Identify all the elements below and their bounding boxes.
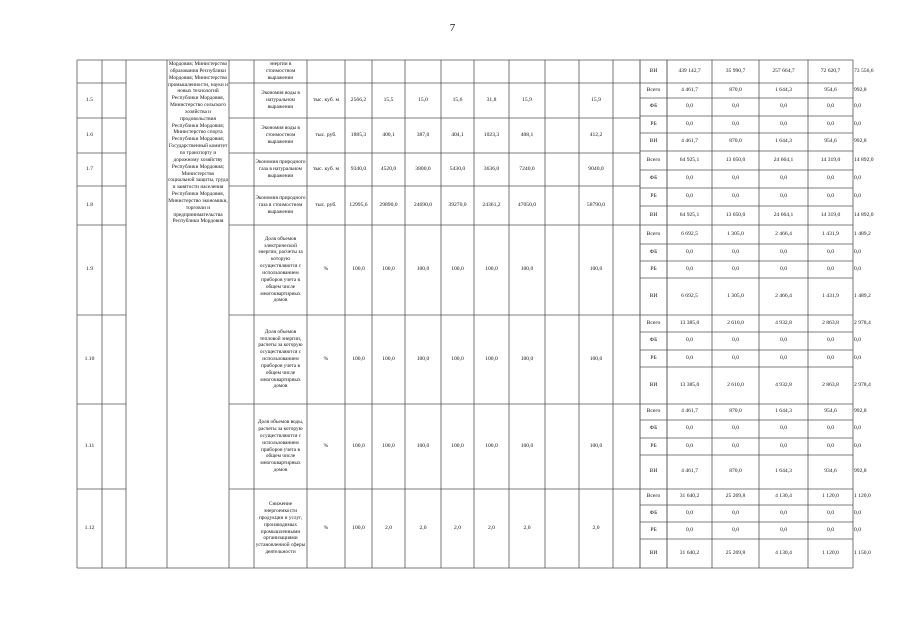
funding-value: 0,0 <box>732 442 739 449</box>
indicator-value: 412,2 <box>589 131 603 138</box>
funding-value: 2 863,8 <box>822 319 839 326</box>
funding-value: 35 990,7 <box>725 67 746 74</box>
indicator-value: 24690,0 <box>413 201 433 208</box>
indicator-value: 15,9 <box>591 96 601 103</box>
funding-value: 72 620,7 <box>820 67 841 74</box>
funding-value: 0,0 <box>854 425 861 432</box>
funding-value: 0,0 <box>780 120 787 127</box>
funding-value: 992,8 <box>854 138 867 145</box>
funding-value: 2 466,4 <box>775 292 792 299</box>
funding-value: 870,0 <box>729 86 742 93</box>
indicator-value: 4520,0 <box>380 165 397 172</box>
funding-value: 4 130,4 <box>775 549 792 556</box>
funding-value: 1 489,2 <box>854 292 871 299</box>
funding-source-label: ФБ <box>649 425 658 432</box>
indicator-value: 100,0 <box>520 442 534 449</box>
funding-value: 1 644,3 <box>775 138 792 145</box>
funding-value: 14 319,0 <box>820 156 841 163</box>
funding-source-label: ФБ <box>649 337 658 344</box>
funding-value: 0,0 <box>854 175 861 182</box>
funding-value: 1 150,0 <box>854 549 871 556</box>
indicator-value: 58790,0 <box>586 201 606 208</box>
indicator-number: 1.6 <box>86 131 93 138</box>
funding-source-label: ВИ <box>649 381 658 388</box>
funding-value: 4 461,7 <box>681 86 698 93</box>
funding-value: 0,0 <box>854 509 861 516</box>
funding-value: 24 664,1 <box>773 211 794 218</box>
indicator-unit: тыс. руб. <box>315 201 337 208</box>
funding-value: 0,0 <box>686 337 693 344</box>
indicator-number: 1.8 <box>86 201 93 208</box>
funding-value: 64 925,1 <box>679 211 700 218</box>
indicator-value: 2566,2 <box>350 96 367 103</box>
funding-value: 2 610,0 <box>727 381 744 388</box>
funding-source-label: ВИ <box>649 211 658 218</box>
funding-source-label: РБ <box>650 526 657 533</box>
funding-value: 0,0 <box>854 103 861 110</box>
indicator-unit: тыс. куб. м <box>312 96 340 103</box>
funding-value: 4 932,8 <box>775 381 792 388</box>
funding-value: 0,0 <box>732 120 739 127</box>
indicator-value: 7240,0 <box>519 165 535 172</box>
funding-value: 1 489,2 <box>854 230 871 237</box>
funding-value: 0,0 <box>827 354 834 361</box>
funding-value: 4 130,4 <box>775 493 792 500</box>
funding-value: 1 644,3 <box>775 86 792 93</box>
indicator-unit: % <box>323 266 329 273</box>
indicator-value: 5430,0 <box>449 165 466 172</box>
funding-source-label: ВИ <box>649 292 658 299</box>
indicator-number: 1.9 <box>86 266 93 273</box>
funding-value: 1 431,9 <box>822 292 839 299</box>
indicator-value: 100,0 <box>352 355 365 362</box>
funding-value: 0,0 <box>827 425 834 432</box>
funding-source-label: ФБ <box>649 248 658 255</box>
indicator-number: 1.10 <box>84 355 95 362</box>
indicator-value <box>442 61 473 82</box>
funding-value: 0,0 <box>780 265 787 272</box>
funding-value: 2 978,4 <box>854 319 871 326</box>
indicator-value: 100,0 <box>589 266 603 273</box>
funding-value: 6 692,5 <box>681 292 698 299</box>
indicator-value: 15,0 <box>418 96 428 103</box>
indicator-value: 12995,6 <box>349 201 368 208</box>
funding-value: 0,0 <box>732 509 739 516</box>
funding-value: 0,0 <box>780 509 787 516</box>
funding-value: 0,0 <box>780 442 787 449</box>
funding-value: 0,0 <box>780 354 787 361</box>
indicator-value: 100,0 <box>352 266 365 273</box>
indicator-number: 1.12 <box>84 524 95 531</box>
funding-value: 13 050,0 <box>725 156 746 163</box>
indicator-value: 100,0 <box>589 355 603 362</box>
funding-value: 0,0 <box>854 265 861 272</box>
indicator-value: 2,0 <box>419 524 427 531</box>
funding-source-label: ВИ <box>649 468 658 475</box>
funding-value: 0,0 <box>854 354 861 361</box>
funding-value: 4 932,8 <box>775 319 792 326</box>
funding-value: 0,0 <box>854 337 861 344</box>
indicator-value: 9340,0 <box>350 165 367 172</box>
funding-value: 1 305,0 <box>727 230 744 237</box>
indicator-value: 100,0 <box>485 266 498 273</box>
funding-value: 0,0 <box>732 425 739 432</box>
funding-value: 73 556,6 <box>854 67 874 74</box>
indicator-value: 100,0 <box>485 442 498 449</box>
funding-value: 0,0 <box>827 175 834 182</box>
indicator-name: Доля объемов тепловой энергии, расчеты за которую осуществляются с использованием приборов учета в общем числе многоквартирных домов <box>258 328 303 390</box>
indicator-value: 24361,2 <box>482 201 501 208</box>
funding-value: 25 269,8 <box>725 549 746 556</box>
funding-value: 0,0 <box>686 175 693 182</box>
funding-value: 4 461,7 <box>681 138 698 145</box>
funding-value: 0,0 <box>780 526 787 533</box>
funding-value: 13 385,0 <box>679 381 700 388</box>
funding-value: 64 925,1 <box>679 156 700 163</box>
indicator-value: 100,0 <box>416 266 430 273</box>
funding-value: 0,0 <box>732 193 739 200</box>
indicator-value <box>373 61 404 82</box>
funding-value: 0,0 <box>780 425 787 432</box>
indicator-value: 1885,3 <box>350 131 367 138</box>
funding-value: 0,0 <box>732 354 739 361</box>
funding-value: 24 664,1 <box>773 156 794 163</box>
funding-value: 0,0 <box>732 337 739 344</box>
indicator-unit: % <box>323 355 329 362</box>
funding-value: 2 466,4 <box>775 230 792 237</box>
indicator-value: 29890,0 <box>379 201 398 208</box>
funding-value: 954,6 <box>824 86 837 93</box>
funding-source-label: Всего <box>646 156 661 163</box>
funding-value: 1 120,0 <box>854 493 871 500</box>
indicator-value: 100,0 <box>589 442 603 449</box>
funding-value: 0,0 <box>854 442 861 449</box>
indicator-value: 400,1 <box>382 131 395 138</box>
funding-value: 0,0 <box>854 526 861 533</box>
indicator-name: Доля объемов воды, расчеты за которую осуществляются с использованием приборов учета в общем числе многоквартирных домов <box>257 419 304 474</box>
funding-value: 4 461,7 <box>681 468 698 475</box>
funding-value: 992,8 <box>854 86 867 93</box>
funding-value: 0,0 <box>686 193 693 200</box>
funding-value: 1 305,0 <box>727 292 744 299</box>
indicator-value <box>510 61 544 82</box>
funding-source-label: ВИ <box>649 549 658 556</box>
funding-value: 0,0 <box>732 103 739 110</box>
funding-source-label: РБ <box>650 265 657 272</box>
indicator-value: 47050,0 <box>517 201 537 208</box>
funding-value: 1 120,0 <box>822 549 839 556</box>
indicator-value: 408,1 <box>520 131 534 138</box>
funding-value: 4 461,7 <box>681 408 698 415</box>
indicator-value: 100,0 <box>382 442 395 449</box>
funding-value: 0,0 <box>827 265 834 272</box>
funding-value: 31 640,2 <box>679 493 700 500</box>
funding-value: 0,0 <box>686 526 693 533</box>
indicator-value <box>406 61 440 82</box>
indicator-unit <box>308 61 344 82</box>
funding-value: 2 610,0 <box>727 319 744 326</box>
funding-value: 0,0 <box>686 425 693 432</box>
indicator-value: 100,0 <box>382 266 395 273</box>
indicator-value <box>580 61 612 82</box>
executor-cell: Мордовия; Министерство образования Республики Мордовия; Министерство промышленности, науки и новых технологий Республики Мордовия, Министерство сельского хозяйства и продовольствия Республики Мордовия; Министерство спорта Республики Мордовия; Государственный комитет по транспорту и дорожному хозяйству Республики Мордовия; Министерство социальной защиты, труда и занятости населения Республики Мордовия, Министерство экономики, торговли и предпринимательства Республики Мордовия <box>168 61 228 225</box>
funding-value: 870,0 <box>729 468 742 475</box>
funding-value: 0,0 <box>854 193 861 200</box>
funding-value: 31 640,2 <box>679 549 700 556</box>
funding-source-label: ВИ <box>649 67 658 74</box>
funding-value: 0,0 <box>686 103 693 110</box>
indicator-value: 2,0 <box>454 524 461 531</box>
funding-value: 934,6 <box>824 468 837 475</box>
funding-value: 2 978,4 <box>854 381 871 388</box>
funding-value: 992,8 <box>854 468 867 475</box>
indicator-number: 1.5 <box>86 96 93 103</box>
indicator-value: 100,0 <box>520 266 534 273</box>
funding-source-label: Всего <box>646 86 661 93</box>
funding-value: 870,0 <box>729 408 742 415</box>
funding-value: 13 385,0 <box>679 319 700 326</box>
indicator-name: Снижение энергоемкости продукции и услуг, производимых промышленными организациями установленной сферы деятельности <box>255 501 306 556</box>
indicator-name: Экономия воды в стоимостном выражении <box>261 125 300 145</box>
indicator-number <box>78 61 101 82</box>
funding-source-label: ФБ <box>649 175 658 182</box>
funding-value: 0,0 <box>732 526 739 533</box>
indicator-value: 100,0 <box>451 266 464 273</box>
funding-value: 0,0 <box>827 509 834 516</box>
funding-value: 1 644,3 <box>775 408 792 415</box>
funding-source-label: Всего <box>646 408 661 415</box>
funding-value: 0,0 <box>854 248 861 255</box>
indicator-name: Экономия воды в натуральном выражении <box>261 90 300 110</box>
funding-value: 0,0 <box>732 265 739 272</box>
indicator-unit: тыс. куб. м <box>312 165 340 172</box>
indicator-value <box>475 61 508 82</box>
indicator-value: 3800,0 <box>415 165 431 172</box>
indicator-value: 100,0 <box>451 442 464 449</box>
funding-source-label: Всего <box>646 319 661 326</box>
indicator-value: 15,5 <box>383 96 394 103</box>
funding-value: 992,8 <box>854 408 867 415</box>
funding-source-label: РБ <box>650 193 657 200</box>
funding-value: 0,0 <box>827 120 834 127</box>
indicator-value: 2,0 <box>523 524 531 531</box>
indicator-value: 2,0 <box>385 524 392 531</box>
funding-source-label: РБ <box>650 120 657 127</box>
funding-value: 870,0 <box>729 138 742 145</box>
indicator-value: 100,0 <box>352 442 365 449</box>
indicator-unit: % <box>323 524 329 531</box>
funding-value: 0,0 <box>854 120 861 127</box>
funding-value: 0,0 <box>827 103 834 110</box>
funding-source-label: Всего <box>646 230 661 237</box>
indicator-value: 9040,0 <box>588 165 604 172</box>
indicator-number: 1.7 <box>86 165 93 172</box>
page-number: 7 <box>449 22 456 34</box>
funding-source-label: РБ <box>650 354 657 361</box>
funding-value: 25 269,8 <box>725 493 746 500</box>
indicator-value: 100,0 <box>416 442 430 449</box>
funding-value: 1 431,9 <box>822 230 839 237</box>
indicator-value: 15,9 <box>522 96 532 103</box>
funding-value: 0,0 <box>732 248 739 255</box>
indicator-value: 3636,0 <box>483 165 500 172</box>
indicator-value: 2,0 <box>592 524 600 531</box>
indicator-value: 387,0 <box>416 131 430 138</box>
indicator-unit: % <box>323 442 329 449</box>
funding-value: 2 863,8 <box>822 381 839 388</box>
indicator-name: Экономия природного газа в натуральном выражении <box>255 159 306 179</box>
indicator-value: 15,6 <box>452 96 463 103</box>
funding-value: 0,0 <box>780 103 787 110</box>
indicator-value: 2,0 <box>488 524 495 531</box>
funding-value: 0,0 <box>827 526 834 533</box>
funding-value: 0,0 <box>780 175 787 182</box>
indicator-value: 31,8 <box>486 96 497 103</box>
indicator-value: 100,0 <box>382 355 395 362</box>
indicator-value: 100,0 <box>520 355 534 362</box>
funding-value: 0,0 <box>827 248 834 255</box>
funding-value: 1 644,3 <box>775 468 792 475</box>
funding-value: 0,0 <box>686 248 693 255</box>
funding-source-label: ВИ <box>649 138 658 145</box>
indicator-value: 404,1 <box>451 131 464 138</box>
indicator-value: 100,0 <box>485 355 498 362</box>
indicator-value <box>346 61 371 82</box>
funding-source-label: РБ <box>650 442 657 449</box>
funding-value: 0,0 <box>780 337 787 344</box>
indicator-name: энергии в стоимостном выражении <box>265 61 296 81</box>
indicator-value: 1023,3 <box>483 131 500 138</box>
funding-value: 0,0 <box>686 120 693 127</box>
indicator-value: 100,0 <box>451 355 464 362</box>
funding-value: 0,0 <box>686 265 693 272</box>
funding-value: 0,0 <box>780 248 787 255</box>
funding-value: 1 120,0 <box>822 493 839 500</box>
funding-value: 14 319,0 <box>820 211 841 218</box>
funding-value: 14 892,0 <box>854 211 874 218</box>
indicator-value: 100,0 <box>352 524 365 531</box>
funding-value: 14 892,0 <box>854 156 874 163</box>
funding-value: 0,0 <box>780 193 787 200</box>
funding-value: 13 050,0 <box>725 211 746 218</box>
funding-value: 6 692,5 <box>681 230 698 237</box>
indicator-name: Доля объемов электрической энергии, расчеты за которую осуществляются с использованием приборов учета в общем числе многоквартирных домов <box>258 235 303 304</box>
indicator-value: 100,0 <box>416 355 430 362</box>
funding-value: 954,6 <box>824 138 837 145</box>
indicator-value: 39270,0 <box>448 201 467 208</box>
indicator-name: Экономия природного газа в стоимостном выражении <box>255 195 306 215</box>
funding-value: 0,0 <box>827 442 834 449</box>
funding-source-label: ФБ <box>649 509 658 516</box>
indicator-unit: тыс. руб. <box>315 131 337 138</box>
funding-source-label: ФБ <box>649 103 658 110</box>
funding-value: 0,0 <box>827 193 834 200</box>
funding-value: 257 664,7 <box>772 67 795 74</box>
funding-value: 0,0 <box>686 354 693 361</box>
funding-value: 0,0 <box>686 509 693 516</box>
funding-value: 0,0 <box>827 337 834 344</box>
funding-value: 439 142,7 <box>678 67 701 74</box>
funding-value: 0,0 <box>686 442 693 449</box>
indicator-number: 1.11 <box>84 442 95 449</box>
funding-source-label: Всего <box>646 493 661 500</box>
funding-value: 0,0 <box>732 175 739 182</box>
funding-value: 954,6 <box>824 408 837 415</box>
